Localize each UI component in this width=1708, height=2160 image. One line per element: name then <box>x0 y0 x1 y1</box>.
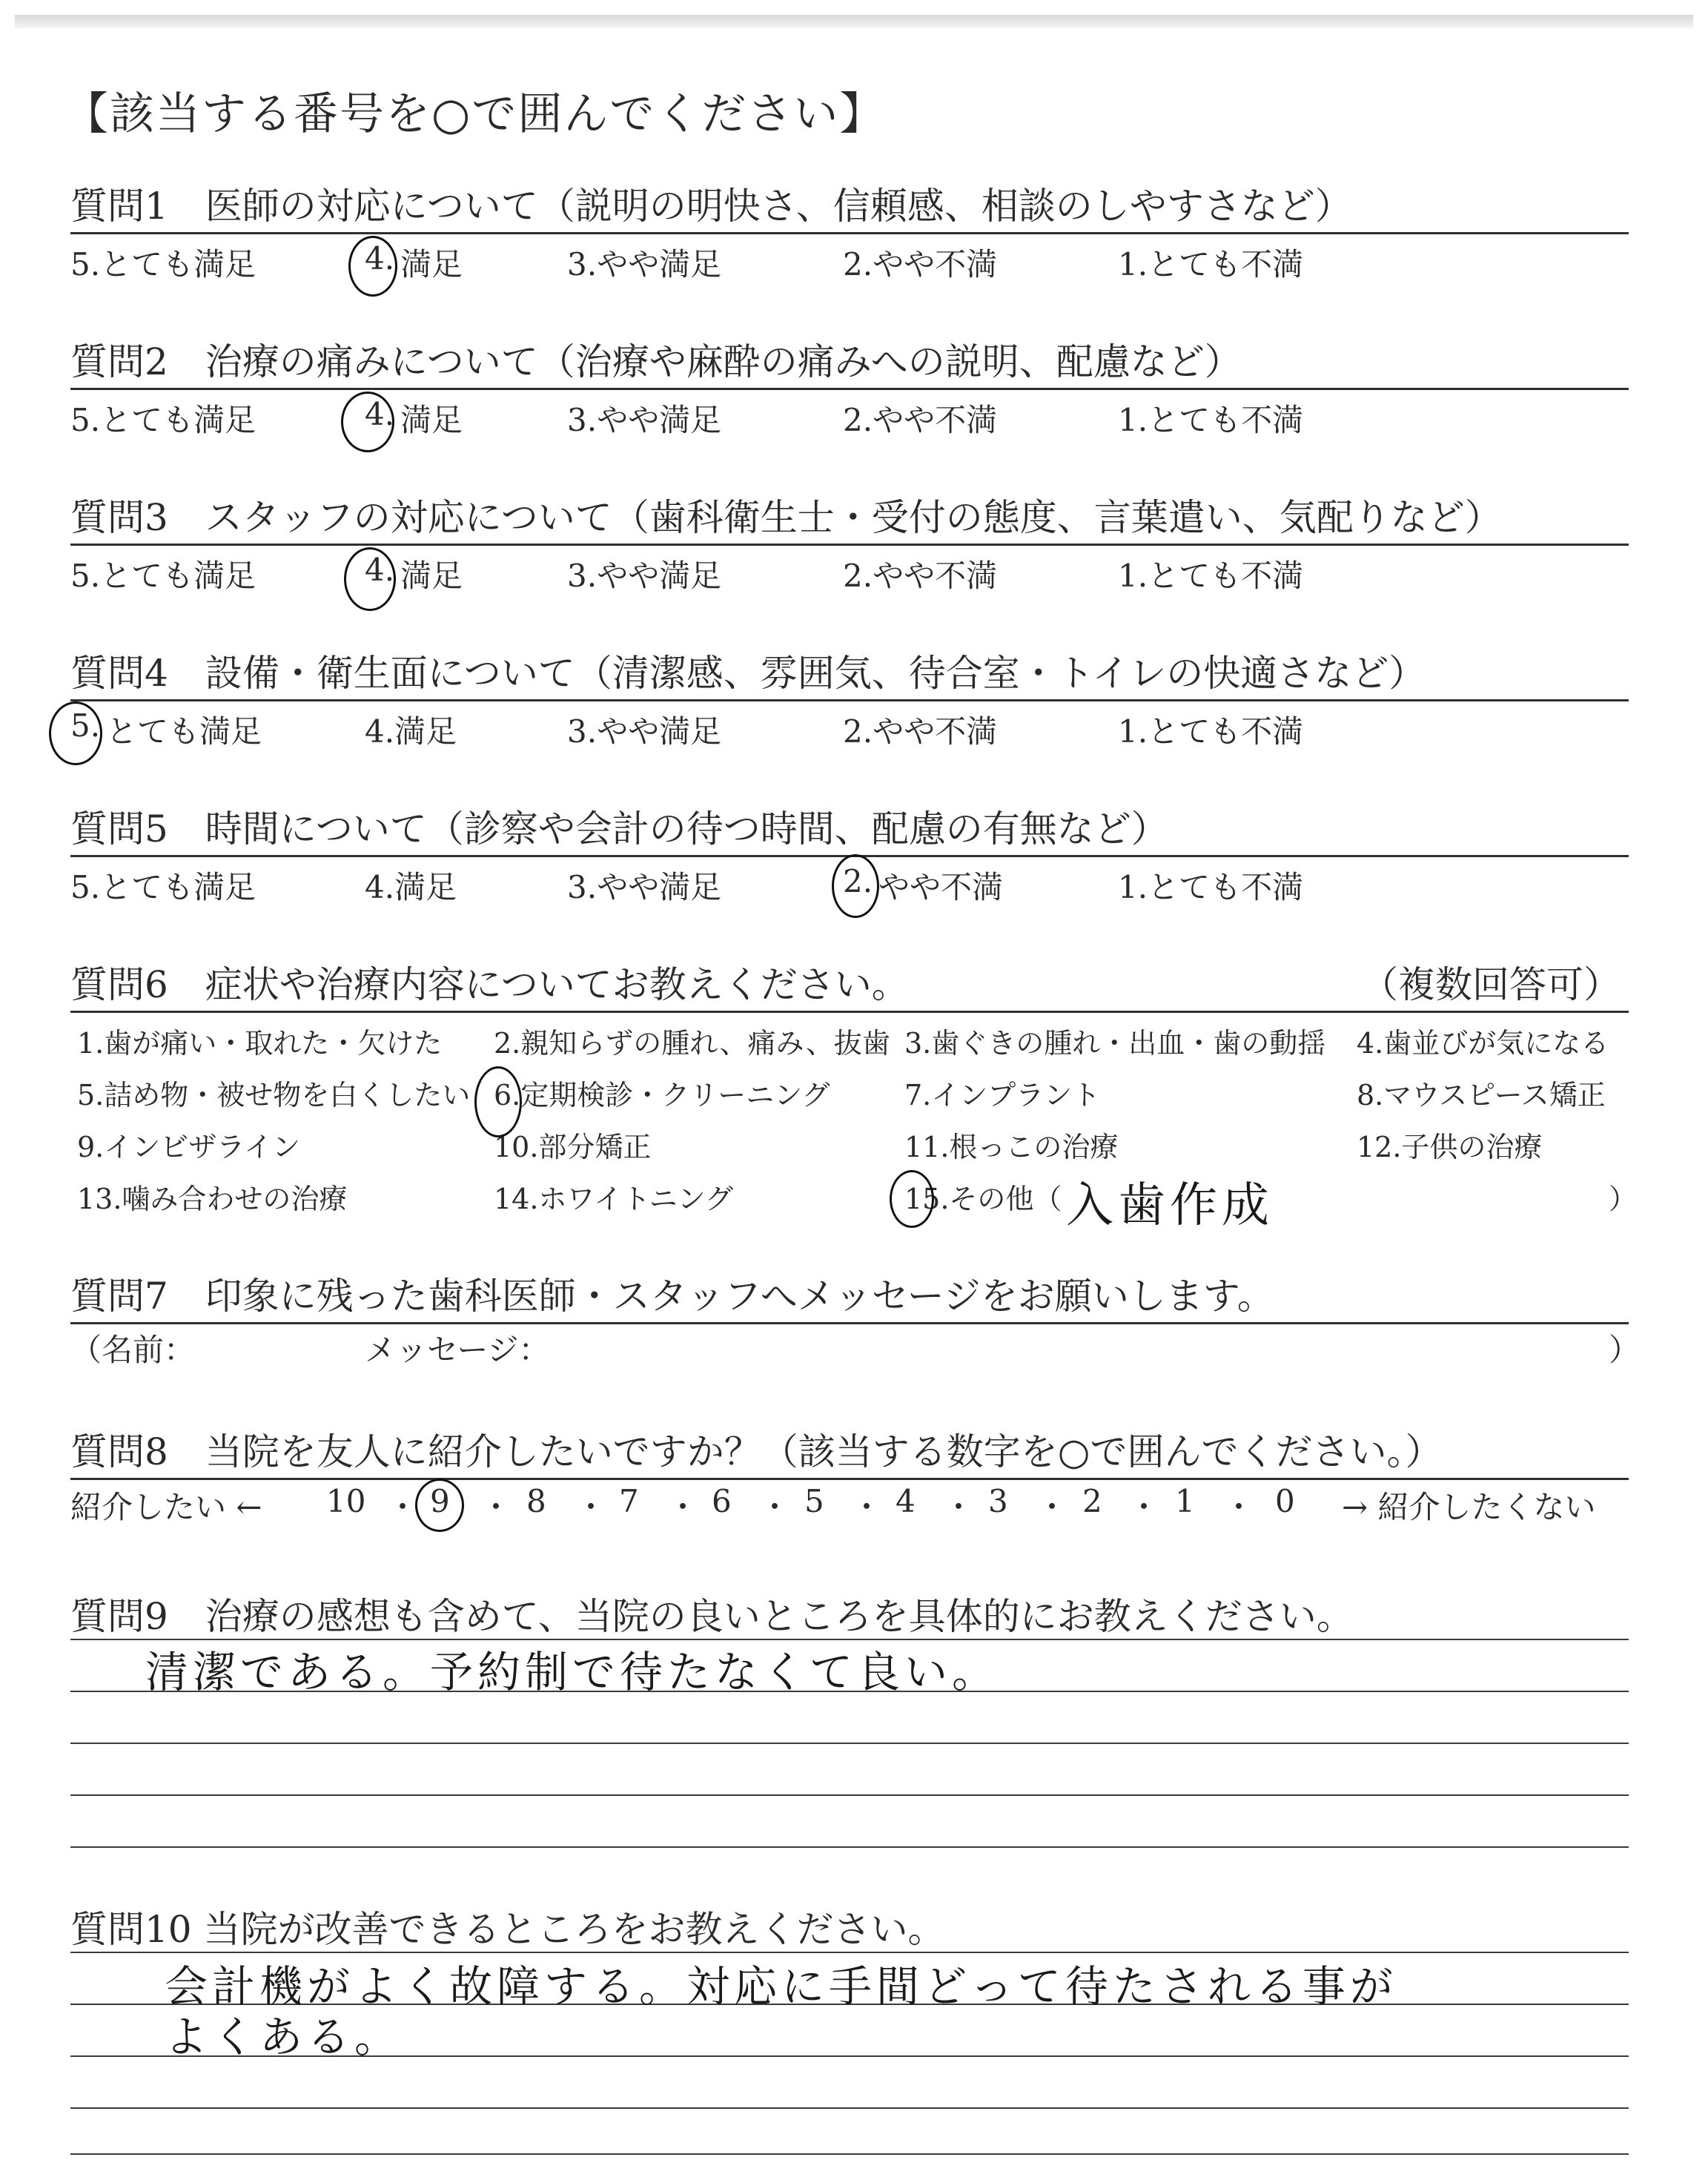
q8-title: 質問8 当院を友人に紹介したいですか？（該当する数字を○で囲んでください。） <box>70 1430 1443 1473</box>
q6-item-10[interactable]: 10.部分矯正 <box>494 1131 652 1163</box>
q8-answer-circle <box>415 1479 464 1532</box>
q8-scale-7[interactable]: 7 <box>619 1483 639 1519</box>
q7-close-paren: ） <box>1609 1332 1641 1368</box>
q8-scale-1[interactable]: 1 <box>1175 1483 1195 1519</box>
q3-rule <box>70 544 1629 546</box>
q3-title: 質問3 スタッフの対応について（歯科衛生士・受付の態度、言葉遣い、気配りなど） <box>70 496 1502 539</box>
q9-line-3 <box>70 1743 1629 1744</box>
q2-opt-3[interactable]: 3.やや満足 <box>567 402 722 438</box>
q3-opt-5[interactable]: 5.とても満足 <box>70 558 256 594</box>
q4-opt-5-label[interactable]: とても満足 <box>106 713 262 750</box>
q6-item-1[interactable]: 1.歯が痛い・取れた・欠けた <box>77 1027 443 1060</box>
q10-handwritten-line2: よくある。 <box>165 2012 403 2062</box>
q8-scale-2[interactable]: 2 <box>1082 1483 1102 1519</box>
q6-item-7[interactable]: 7.インプラント <box>904 1079 1101 1112</box>
q7-message-label: メッセージ： <box>365 1332 550 1368</box>
q10-handwritten-line1: 会計機がよく故障する。対応に手間どって待たされる事が <box>165 1961 1397 2012</box>
q6-item-8[interactable]: 8.マウスピース矯正 <box>1357 1079 1606 1112</box>
q8-scale-dot: ・ <box>1128 1489 1160 1525</box>
q3-answer-circle <box>344 547 396 611</box>
q9-line-5 <box>70 1846 1629 1848</box>
q3-opt-2[interactable]: 2.やや不満 <box>843 558 998 594</box>
q5-opt-1[interactable]: 1.とても不満 <box>1118 869 1304 905</box>
q3-opt-1[interactable]: 1.とても不満 <box>1118 558 1304 594</box>
q6-item-6[interactable]: 6.定期検診・クリーニング <box>494 1079 830 1112</box>
q4-opt-5-number[interactable]: 5. <box>70 707 101 744</box>
q6-item-15[interactable]: 15.その他（ <box>904 1183 1062 1215</box>
q6-other-handwritten: 入歯作成 <box>1066 1178 1274 1233</box>
q6-item-5[interactable]: 5.詰め物・被せ物を白くしたい <box>77 1079 471 1112</box>
q6-item-12[interactable]: 12.子供の治療 <box>1357 1131 1543 1163</box>
q2-title: 質問2 治療の痛みについて（治療や麻酔の痛みへの説明、配慮など） <box>70 340 1242 383</box>
scan-edge <box>15 15 1693 28</box>
q8-scale-3[interactable]: 3 <box>988 1483 1008 1519</box>
q2-answer-circle <box>341 392 394 452</box>
q6-item-13[interactable]: 13.噛み合わせの治療 <box>77 1183 348 1215</box>
q4-answer-circle <box>49 701 102 765</box>
q2-opt-1[interactable]: 1.とても不満 <box>1118 402 1304 438</box>
q1-opt-5[interactable]: 5.とても満足 <box>70 246 256 283</box>
q1-answer-circle <box>348 236 397 297</box>
q2-rule <box>70 388 1629 390</box>
form-instruction: 【該当する番号を○で囲んでください】 <box>64 88 886 140</box>
q3-opt-4-label[interactable]: 満足 <box>400 558 463 594</box>
q4-opt-4[interactable]: 4.満足 <box>365 713 457 750</box>
q4-opt-2[interactable]: 2.やや不満 <box>843 713 998 750</box>
q7-name-label: （名前： <box>70 1332 196 1368</box>
q5-opt-2-label[interactable]: やや不満 <box>878 869 1004 905</box>
q6-item-3[interactable]: 3.歯ぐきの腫れ・出血・歯の動揺 <box>904 1027 1326 1060</box>
q8-scale-dot: ・ <box>759 1489 791 1525</box>
q2-opt-5[interactable]: 5.とても満足 <box>70 402 256 438</box>
q1-opt-2[interactable]: 2.やや不満 <box>843 246 998 283</box>
q1-opt-4-number[interactable]: 4. <box>365 240 395 277</box>
q4-title: 質問4 設備・衛生面について（清潔感、雰囲気、待合室・トイレの快適さなど） <box>70 652 1426 695</box>
q8-scale-dot: ・ <box>667 1489 699 1525</box>
q2-opt-4-label[interactable]: 満足 <box>400 402 463 438</box>
q6-item-4[interactable]: 4.歯並びが気になる <box>1357 1027 1609 1060</box>
q1-title: 質問1 医師の対応について（説明の明快さ、信頼感、相談のしやすさなど） <box>70 185 1352 228</box>
q9-handwritten-answer: 清潔である。予約制で待たなくて良い。 <box>145 1647 1000 1697</box>
q6-item-2[interactable]: 2.親知らずの腫れ、痛み、抜歯 <box>494 1027 890 1060</box>
q4-opt-1[interactable]: 1.とても不満 <box>1118 713 1304 750</box>
q1-opt-4-label[interactable]: 満足 <box>400 246 463 283</box>
q7-rule <box>70 1322 1629 1324</box>
q8-scale-10[interactable]: 10 <box>326 1483 366 1519</box>
q8-scale-dot: ・ <box>1036 1489 1068 1525</box>
q6-answer-circle-6 <box>474 1066 522 1137</box>
q1-rule <box>70 232 1629 234</box>
q8-scale-dot: ・ <box>851 1489 883 1525</box>
q3-opt-3[interactable]: 3.やや満足 <box>567 558 722 594</box>
q6-item-9[interactable]: 9.インビザライン <box>77 1131 301 1163</box>
q6-rule <box>70 1011 1629 1013</box>
q8-scale-9[interactable]: 9 <box>430 1483 450 1519</box>
q9-title: 質問9 治療の感想も含めて、当院の良いところを具体的にお教えください。 <box>70 1595 1354 1638</box>
q8-right-label: → 紹介したくない <box>1342 1489 1596 1525</box>
q5-opt-3[interactable]: 3.やや満足 <box>567 869 722 905</box>
q10-line-5 <box>70 2153 1629 2155</box>
q6-item-14[interactable]: 14.ホワイトニング <box>494 1183 734 1215</box>
q5-answer-circle <box>832 854 879 918</box>
q6-note: （複数回答可） <box>1361 963 1621 1006</box>
q8-scale-dot: ・ <box>575 1489 607 1525</box>
q8-scale-dot: ・ <box>1223 1489 1255 1525</box>
q8-scale-8[interactable]: 8 <box>526 1483 546 1519</box>
q6-item-15-close: ） <box>1609 1183 1638 1215</box>
q5-opt-5[interactable]: 5.とても満足 <box>70 869 256 905</box>
q6-title: 質問6 症状や治療内容についてお教えください。 <box>70 963 909 1006</box>
q1-opt-3[interactable]: 3.やや満足 <box>567 246 722 283</box>
q8-scale-5[interactable]: 5 <box>804 1483 824 1519</box>
q8-rule <box>70 1478 1629 1480</box>
q1-opt-1[interactable]: 1.とても不満 <box>1118 246 1304 283</box>
q4-rule <box>70 699 1629 701</box>
q8-scale-dot: ・ <box>943 1489 975 1525</box>
q8-left-label: 紹介したい ← <box>70 1489 262 1525</box>
q2-opt-4-number[interactable]: 4. <box>365 396 395 432</box>
q9-line-4 <box>70 1794 1629 1796</box>
q8-scale-0[interactable]: 0 <box>1275 1483 1295 1519</box>
q8-scale-dot: ・ <box>480 1489 512 1525</box>
q3-opt-4-number[interactable]: 4. <box>365 552 395 588</box>
q10-title: 質問10 当院が改善できるところをお教えください。 <box>70 1908 945 1951</box>
q6-item-11[interactable]: 11.根っこの治療 <box>904 1131 1119 1163</box>
q8-scale-4[interactable]: 4 <box>896 1483 916 1519</box>
q4-opt-3[interactable]: 3.やや満足 <box>567 713 722 750</box>
q2-opt-2[interactable]: 2.やや不満 <box>843 402 998 438</box>
q7-title: 質問7 印象に残った歯科医師・スタッフへメッセージをお願いします。 <box>70 1275 1274 1318</box>
q5-opt-2-number[interactable]: 2. <box>843 863 873 899</box>
q8-scale-6[interactable]: 6 <box>712 1483 732 1519</box>
q5-title: 質問5 時間について（診察や会計の待つ時間、配慮の有無など） <box>70 807 1168 851</box>
q6-answer-circle-15 <box>890 1170 934 1228</box>
q8-scale-dot: ・ <box>387 1489 419 1525</box>
q5-opt-4[interactable]: 4.満足 <box>365 869 457 905</box>
q10-line-4 <box>70 2107 1629 2109</box>
